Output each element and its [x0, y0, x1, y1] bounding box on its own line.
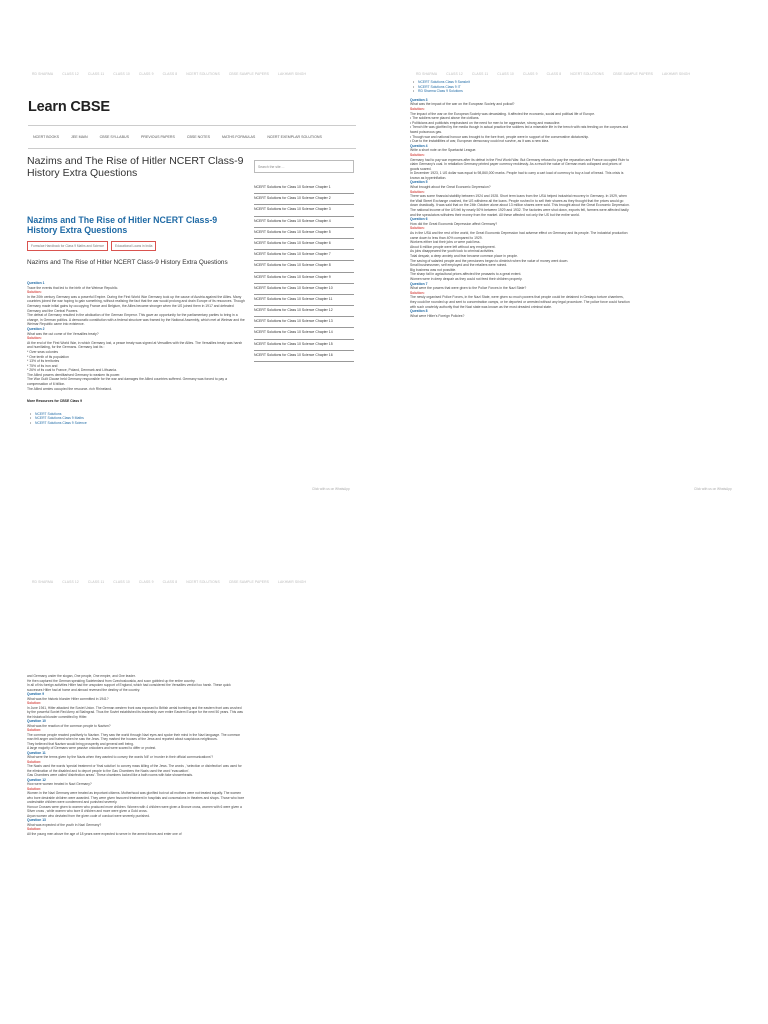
resource-link[interactable]: • RD Sharma Class 9 Solutions [410, 89, 630, 94]
resource-link[interactable]: • NCERT Solutions Class 9 Sanskrit [410, 80, 630, 85]
paragraph: The sharp fall in agricultural prices affected the peasants to a great extent. [410, 272, 522, 277]
qa-content [27, 674, 245, 836]
paragraph: What was expected of the youth in Nazi Germany? [27, 822, 102, 827]
question-label: Question 13 [27, 818, 46, 822]
paragraph: As in the USA and the rest of the world, the Great Economic Depression had adverse effect on Germany and its people. The industrial production came down to less than 40% compared to 1929. [410, 231, 628, 240]
solution-label: Solution: [27, 759, 42, 764]
paragraph: Women in the Nazi Germany were treated as important citizens. Motherhood was glorified but not all mothers were not treated equally. The women who bore desirable children were awarded. They were given favoured treatment in hospitals and concessions in theatres and shops. Those who bore undesirable children were condemned and punished severely. [27, 791, 245, 804]
paragraph: * 26% of its coal to France, Poland, Denmark and Lithuania. [27, 368, 117, 373]
main-nav-item[interactable]: PREVIOUS PAPERS [140, 135, 175, 139]
paragraph: Total despair, a deep anxiety and fear became common place in people. [410, 253, 519, 258]
top-nav-item[interactable]: RD SHARMA [32, 580, 54, 584]
top-nav-item[interactable]: CLASS 8 [546, 72, 562, 76]
paragraph: The common people reacted positively to Nazism. They saw the world through Nazi eyes and spoke their mind in the Nazi language. The common man felt anger and hatred when he saw the Jews. They marked the houses of the Jews and reported about suspicious neighbours. [27, 732, 241, 741]
sidebar-link[interactable]: NCERT Solutions for Class 10 Science Chapter 6 [254, 239, 354, 250]
top-nav-item[interactable]: LAKHMIR SINGH [278, 580, 307, 584]
main-nav-item[interactable]: MATHS FORMULAS [222, 135, 256, 139]
paragraph: and Germany under the slogan, One people, One empire, and One leader. [27, 674, 136, 678]
site-logo[interactable]: Learn CBSE [28, 99, 110, 115]
paragraph: Trace the events that led to the birth of the Weimar Republic. [27, 285, 119, 290]
top-nav-item[interactable]: NCERT SOLUTIONS [570, 72, 604, 76]
badge-handbook[interactable]: Formulae Handbook for Class 9 Maths and Science [27, 241, 108, 251]
sidebar-link[interactable]: NCERT Solutions for Class 10 Science Chapter 7 [254, 250, 354, 261]
paragraph: The Nazis used the words 'special treatment or 'final solution' to convey mass killing of the Jews. The words , 'selection or disinfection' was used for the elimination of the disabled and to deport people to the Gas Chambers the Nazis used the word 'evacuation'. [27, 764, 242, 773]
paragraph: What was the reaction of the common people to Nazism? [27, 723, 111, 728]
paragraph: Workers either lost their jobs or were paid less. [410, 240, 481, 245]
top-nav-item[interactable]: CLASS 10 [113, 580, 130, 584]
main-nav [28, 125, 356, 149]
solution-label: Solution: [410, 290, 425, 295]
top-nav-item[interactable]: CLASS 10 [497, 72, 514, 76]
sidebar-link[interactable]: NCERT Solutions for Class 10 Science Chapter 2 [254, 194, 354, 205]
qa-content [27, 281, 245, 391]
sidebar-link[interactable]: NCERT Solutions for Class 10 Science Chapter 10 [254, 284, 354, 295]
paragraph: He then captured the German speaking Sudetenland from Czechoslovakia, and soon gobbled up the entire country. [27, 678, 196, 683]
question-label: Question 2 [27, 326, 45, 331]
sidebar-link[interactable]: NCERT Solutions for Class 10 Science Chapter 1 [254, 183, 354, 194]
main-nav-item[interactable]: CBSE NOTES [186, 135, 211, 139]
badge-loans[interactable]: Educational Loans in India [111, 241, 156, 251]
paragraph: * Over seas colonies [27, 349, 59, 354]
top-nav-item[interactable]: NCERT SOLUTIONS [186, 580, 220, 584]
paragraph: The defeat of Germany resulted in the abdication of the German Emperor. This gave an opportunity for the parliamentary parties to bring in a change, in German politics. A democratic constitution with a federal structure was framed by the National Assembly, which met at Weimar and the Weimar Republic came into existence. [27, 313, 245, 327]
question-label: Question 1 [27, 281, 45, 285]
page-4-blank [384, 512, 768, 1024]
document-body-page-3 [27, 674, 245, 836]
paragraph: What was the impact of the war on the European Society and polical? [410, 102, 515, 107]
resource-link[interactable]: • NCERT Solutions Class 9 Maths [27, 416, 245, 421]
solution-label: Solution: [410, 189, 425, 194]
top-nav-item[interactable]: CLASS 10 [113, 72, 130, 76]
paragraph: In June 1941, Hitler attacked the Soviet Union. The German western front was exposed to British aerial bombing and the eastern front was crushed by the powerful Soviet Red Army at Stalingrad. Thus the Soviet established its leadership over entire Eastern Europe for the next 50 years. This was the historical blunder committed by Hitler. [27, 705, 243, 719]
top-nav-item[interactable]: CLASS 12 [446, 72, 463, 76]
question-label: Question 7 [410, 281, 428, 286]
sidebar-link[interactable]: NCERT Solutions for Class 10 Science Chapter 16 [254, 351, 354, 362]
top-nav-item[interactable]: CLASS 8 [162, 580, 178, 584]
document-body-page-2 [410, 80, 630, 318]
paragraph: • Due to the instabilities of war, European democracy could not survive, as it was a new idea. [410, 139, 550, 144]
top-nav-item[interactable]: CLASS 11 [87, 580, 105, 584]
top-nav [416, 72, 748, 76]
paragraph: Aryan women who deviated from the given code of conduct were severely punished. [27, 813, 150, 818]
resource-link[interactable]: • NCERT Solutions Class 9 IT [410, 85, 630, 90]
paragraph: They believed that Nazism would bring prosperity and general well being. [27, 741, 134, 746]
paragraph: What were the terms given by the Nazis when they wanted to convey the words 'kill' or 'murder in their official communications'? [27, 755, 214, 759]
question-label: Question 4 [410, 143, 428, 148]
more-resources-heading: More Resources for CBSE Class 9 [27, 399, 83, 404]
paragraph: The newly organised Police Forces, in the Nazi State, were given so much powers that people could be detained in Gestapo torture chambers, they could be rounded up and sent to concentration camps, or be deported or arrested without any legal procedure. The police force could function with such unwieldy authority that the Nazi state was known as the most dreaded criminal state. [410, 295, 630, 309]
sidebar-link[interactable]: NCERT Solutions for Class 10 Science Chapter 4 [254, 217, 354, 228]
paragraph: * 13% of its territories [27, 359, 60, 364]
page-1 [0, 0, 384, 512]
paragraph: Gas Chambers were called 'disinfection areas'. These chambers looked like a bath rooms with fake showerheads. [27, 773, 193, 777]
paragraph: The saving of salaried people and the pensioners began to diminish when the value of money went down. [410, 258, 569, 263]
document-body-page-1 [27, 281, 245, 426]
solution-label: Solution: [27, 701, 42, 705]
top-nav-item[interactable]: CLASS 9 [138, 72, 154, 76]
question-label: Question 3 [410, 97, 428, 102]
sidebar-link[interactable]: NCERT Solutions for Class 10 Science Chapter 8 [254, 261, 354, 272]
paragraph: • Politicians and publicists emphasised on the need for men to be aggressive, strong and masculine. [410, 120, 561, 125]
sidebar-link[interactable]: NCERT Solutions for Class 10 Science Chapter 5 [254, 228, 354, 239]
sidebar-link[interactable]: NCERT Solutions for Class 10 Science Chapter 15 [254, 340, 354, 351]
main-nav-item[interactable]: NCERT BOOKS [33, 135, 60, 139]
paragraph: Big business was not possible. [410, 267, 457, 272]
paragraph: Small businessmen, self employed and the retailers were ruined. [410, 263, 508, 268]
top-nav-item[interactable]: CLASS 9 [522, 72, 538, 76]
paragraph: The impact of the war on the European Society was devastating. It affected the economic, social and political life of Europe. [410, 111, 596, 116]
paragraph: Germany had to pay war expenses after its defeat in the First World War. But Germany refused to pay the reparation and France occupied Ruhr to claim Germany's coal. In retaliation Germany printed paper currency recklessly. As a result the value of German mark collapsed and prices of goods soared. [410, 157, 630, 171]
paragraph: What brought about the Great Economic Depression? [410, 185, 491, 190]
resource-link[interactable]: • NCERT Solutions Class 9 Science [27, 421, 245, 426]
top-nav [32, 72, 364, 76]
whatsapp-note[interactable]: Click with us on WhatsApp [694, 487, 732, 491]
paragraph: All the young men above the age of 18 years were expected to serve in the armed forces and enter one of [27, 831, 182, 836]
sidebar-link[interactable]: NCERT Solutions for Class 10 Science Chapter 9 [254, 273, 354, 284]
paragraph: About 6 million people were left without any employment. [410, 244, 496, 249]
paragraph: How were women treated in Nazi Germany? [27, 782, 92, 786]
paragraph: Write a short note on the Spartacist League. [410, 148, 477, 153]
sidebar-links [254, 183, 354, 362]
question-label: Question 5 [410, 180, 428, 185]
question-label: Question 11 [27, 750, 46, 755]
whatsapp-note[interactable]: Click with us on WhatsApp [312, 487, 350, 491]
top-nav-item[interactable]: CLASS 9 [138, 580, 154, 584]
sidebar-link[interactable]: NCERT Solutions for Class 10 Science Chapter 13 [254, 317, 354, 328]
document-title[interactable]: Nazims and The Rise of Hitler NCERT Class-9 History Extra Questions [27, 215, 218, 235]
page-headline: Nazims and The Rise of Hitler NCERT Class-9 History Extra Questions [27, 155, 244, 179]
top-nav-item[interactable]: CLASS 11 [471, 72, 489, 76]
solution-label: Solution: [27, 290, 42, 295]
top-nav-item[interactable]: CLASS 11 [87, 72, 105, 76]
sidebar-link[interactable]: NCERT Solutions for Class 10 Science Chapter 12 [254, 306, 354, 317]
question-label: Question 8 [410, 309, 428, 314]
paragraph: The national income of the US fell by nearly 50% between 1929 and 1932. The factories were shut down, exports fell, farmers were affected badly and the speculators withdrew their money from the market. All these affected not only the US but the entire world. [410, 208, 629, 217]
paragraph: A large majority of Germans were passive onlookers and were scared to differ or protest. [27, 746, 157, 750]
paragraph: Women were in deep despair as they could not feed their children properly. [410, 276, 523, 281]
top-nav-item[interactable]: LAKHMIR SINGH [662, 72, 691, 76]
top-nav-item[interactable]: NCERT SOLUTIONS [186, 72, 220, 76]
solution-label: Solution: [27, 786, 42, 791]
page-3 [0, 512, 384, 1024]
question-label: Question 10 [27, 719, 46, 723]
main-nav-item[interactable]: NCERT EXEMPLAR SOLUTIONS [267, 135, 322, 139]
solution-label: Solution: [27, 827, 42, 831]
paragraph: What were the powers that were given to the Police Forces in the Nazi State? [410, 286, 527, 291]
paragraph: In the 20th century Germany was a powerful Empire. During the First World War Germany took up the cause of Austria against the Allies. Many countries joined the war hoping to gain something, without realising the fact that the war would prolong and drain Europe of its resources. Though Germany made initial gains by occupying France and Belgium, the Allies became stronger when the US joined them in 1917 and defeated Germany and the Central Powers. [27, 294, 245, 313]
paragraph: There was some financial stability between 1924 and 1928. Short term loans from the USA helped industrial recovery in Germany. In 1929, when the Wall Street Exchange crashed, the US withdrew all the loans. People rushed in to sell their shares as they thought that the prices would go down drastically. It was said that on the 24th October alone about 13 million shares were sold. This brought about the Great Economic Depression. [410, 194, 630, 208]
paragraph: * 75% of its iron and [27, 363, 58, 368]
qa-content [410, 98, 630, 319]
ad-badges [27, 241, 156, 251]
sidebar-link[interactable]: NCERT Solutions for Class 10 Science Chapter 11 [254, 295, 354, 306]
solution-label: Solution: [410, 226, 425, 231]
paragraph: In all of his foreign activities Hitler had the unspoken support of England, which had considered the Versailles verdict too harsh. These quick successes Hitler had at home and abroad reversed the destiny of the country. [27, 683, 231, 692]
top-nav-item[interactable]: CBSE SAMPLE PAPERS [228, 580, 270, 584]
main-nav-item[interactable]: CBSE SYLLABUS [99, 135, 129, 139]
search-input[interactable]: Search the site ... [254, 160, 354, 173]
solution-label: Solution: [410, 106, 425, 111]
paragraph: The Allied armies occupied the resource- rich Rhineland. [27, 386, 112, 391]
paragraph: • The soldiers were placed above the civilians. [410, 116, 480, 121]
top-nav [32, 580, 364, 584]
paragraph: * One tenth of its population [27, 354, 69, 359]
paragraph: How did the Great Economic Depression affect Germany? [410, 221, 498, 226]
top-nav-item[interactable]: CBSE SAMPLE PAPERS [612, 72, 654, 76]
resource-link[interactable]: • NCERT Solutions [27, 412, 245, 417]
page-2 [384, 0, 768, 512]
resource-list [410, 80, 630, 94]
paragraph: At the end of the First World War, in which Germany lost, a peace treaty was signed at Versailles with the Allies. The Versailles treaty was harsh and humiliating, for the Germans. Germany lost its : [27, 340, 243, 350]
sidebar-link[interactable]: NCERT Solutions for Class 10 Science Chapter 3 [254, 205, 354, 216]
solution-label: Solution: [27, 728, 42, 732]
question-label: Question 9 [27, 692, 45, 696]
top-nav-item[interactable]: CLASS 8 [162, 72, 178, 76]
paragraph: The Allied powers demilitarised Germany to weaken its power. [27, 372, 121, 377]
top-nav-item[interactable]: CLASS 12 [62, 72, 79, 76]
paragraph: As jobs disappeared the youth took to criminal activities. [410, 249, 495, 254]
paragraph: What was the out come of the Versailles treaty? [27, 331, 99, 336]
main-nav-item[interactable]: JEE MAIN [71, 135, 88, 139]
top-nav-item[interactable]: RD SHARMA [416, 72, 438, 76]
paragraph: • Trench life was glorified by the media though in actual practice the soldiers led a miserable life in the trench with rats feeding on the corpses and faced poisonous gas. [410, 125, 629, 134]
paragraph: The War Guilt Clause held Germany responsible for the war and damages the Allied countries suffered. Germany was forced to pay a compensation of 6 billion. [27, 377, 227, 387]
question-label: Question 12 [27, 777, 46, 782]
paragraph: What was the historic blunder Hitler committed in 1941? [27, 696, 109, 701]
solution-label: Solution: [410, 152, 425, 157]
question-label: Question 6 [410, 217, 428, 222]
paragraph: What were Hitler's Foreign Policies? [410, 313, 465, 318]
sidebar-link[interactable]: NCERT Solutions for Class 10 Science Chapter 14 [254, 328, 354, 339]
top-nav-item[interactable]: RD SHARMA [32, 72, 54, 76]
paragraph: • Though war and national honour was brought to the fore front, people were in support of the conservative dictatorship. [410, 134, 590, 139]
solution-label: Solution: [27, 336, 42, 341]
more-resources-list [27, 412, 245, 426]
top-nav-item[interactable]: CLASS 12 [62, 580, 79, 584]
document-subheading: Nazims and The Rise of Hitler NCERT Class-9 History Extra Questions [27, 259, 228, 266]
top-nav-item[interactable]: LAKHMIR SINGH [278, 72, 307, 76]
paragraph: Honour Crosses were given to women who produced more children. Women with 4 children were given a Bronze cross, women with 6 were given a Silver cross , while women who bore 8 children and more were given a Gold cross. [27, 804, 242, 813]
top-nav-item[interactable]: CBSE SAMPLE PAPERS [228, 72, 270, 76]
paragraph: In December 1923, 1 US dollar was equal to 98,860,000 marks. People had to carry a cart load of currency to buy a loaf of bread. This crisis is known as hyperinflation. [410, 171, 624, 180]
